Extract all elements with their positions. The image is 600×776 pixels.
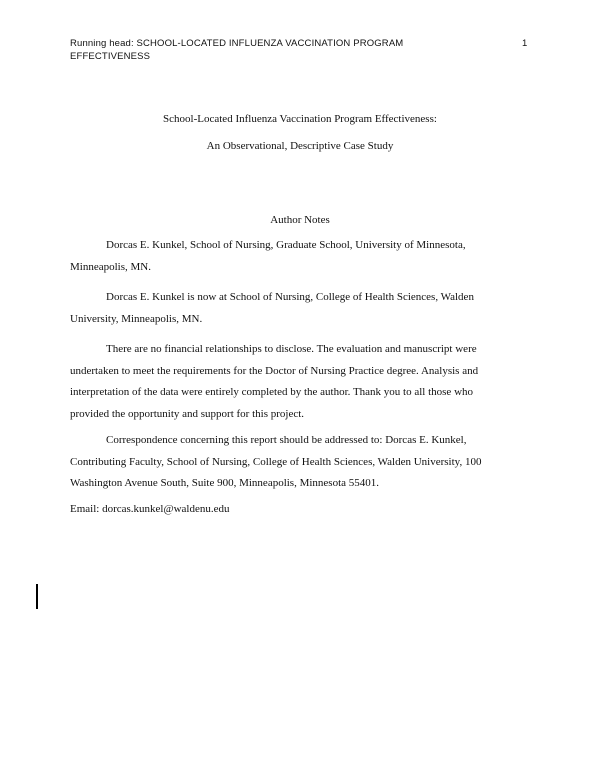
paragraph-line: provided the opportunity and support for this project. — [70, 407, 305, 420]
paragraph-line: Dorcas E. Kunkel, School of Nursing, Graduate School, University of Minnesota, — [106, 239, 466, 251]
current-affiliation-paragraph — [70, 287, 540, 330]
paragraph-line: There are no financial relationships to disclose. The evaluation and manuscript were — [106, 343, 477, 355]
running-head-line-2: EFFECTIVENESS — [70, 51, 151, 62]
running-head — [70, 37, 470, 63]
disclosure-paragraph — [70, 339, 540, 425]
page-number: 1 — [522, 38, 528, 49]
paragraph-line: Washington Avenue South, Suite 900, Minneapolis, Minnesota 55401. — [70, 477, 380, 489]
running-head-line-1: Running head: SCHOOL-LOCATED INFLUENZA VACCINATION PROGRAM — [70, 38, 404, 49]
paragraph-line: interpretation of the data were entirely completed by the author. Thank you to all those who — [70, 386, 474, 398]
correspondence-paragraph — [70, 430, 540, 495]
title-line-2: An Observational, Descriptive Case Study — [206, 140, 394, 152]
text-cursor — [36, 584, 38, 609]
email-line: Email: dorcas.kunkel@waldenu.edu — [70, 503, 230, 515]
paragraph-line: Correspondence concerning this report should be addressed to: Dorcas E. Kunkel, — [106, 434, 467, 446]
paragraph-line: University, Minneapolis, MN. — [70, 312, 203, 325]
title-line-1: School-Located Influenza Vaccination Program Effectiveness: — [163, 113, 437, 125]
paragraph-line: Minneapolis, MN. — [70, 260, 151, 273]
author-notes-heading: Author Notes — [270, 214, 330, 226]
paragraph-line: Dorcas E. Kunkel is now at School of Nursing, College of Health Sciences, Walden — [106, 291, 474, 303]
paragraph-line: undertaken to meet the requirements for the Doctor of Nursing Practice degree. Analysis and — [70, 364, 479, 377]
paragraph-line: Contributing Faculty, School of Nursing, College of Health Sciences, Walden University, 100 — [70, 455, 482, 468]
affiliation-paragraph — [70, 235, 540, 278]
